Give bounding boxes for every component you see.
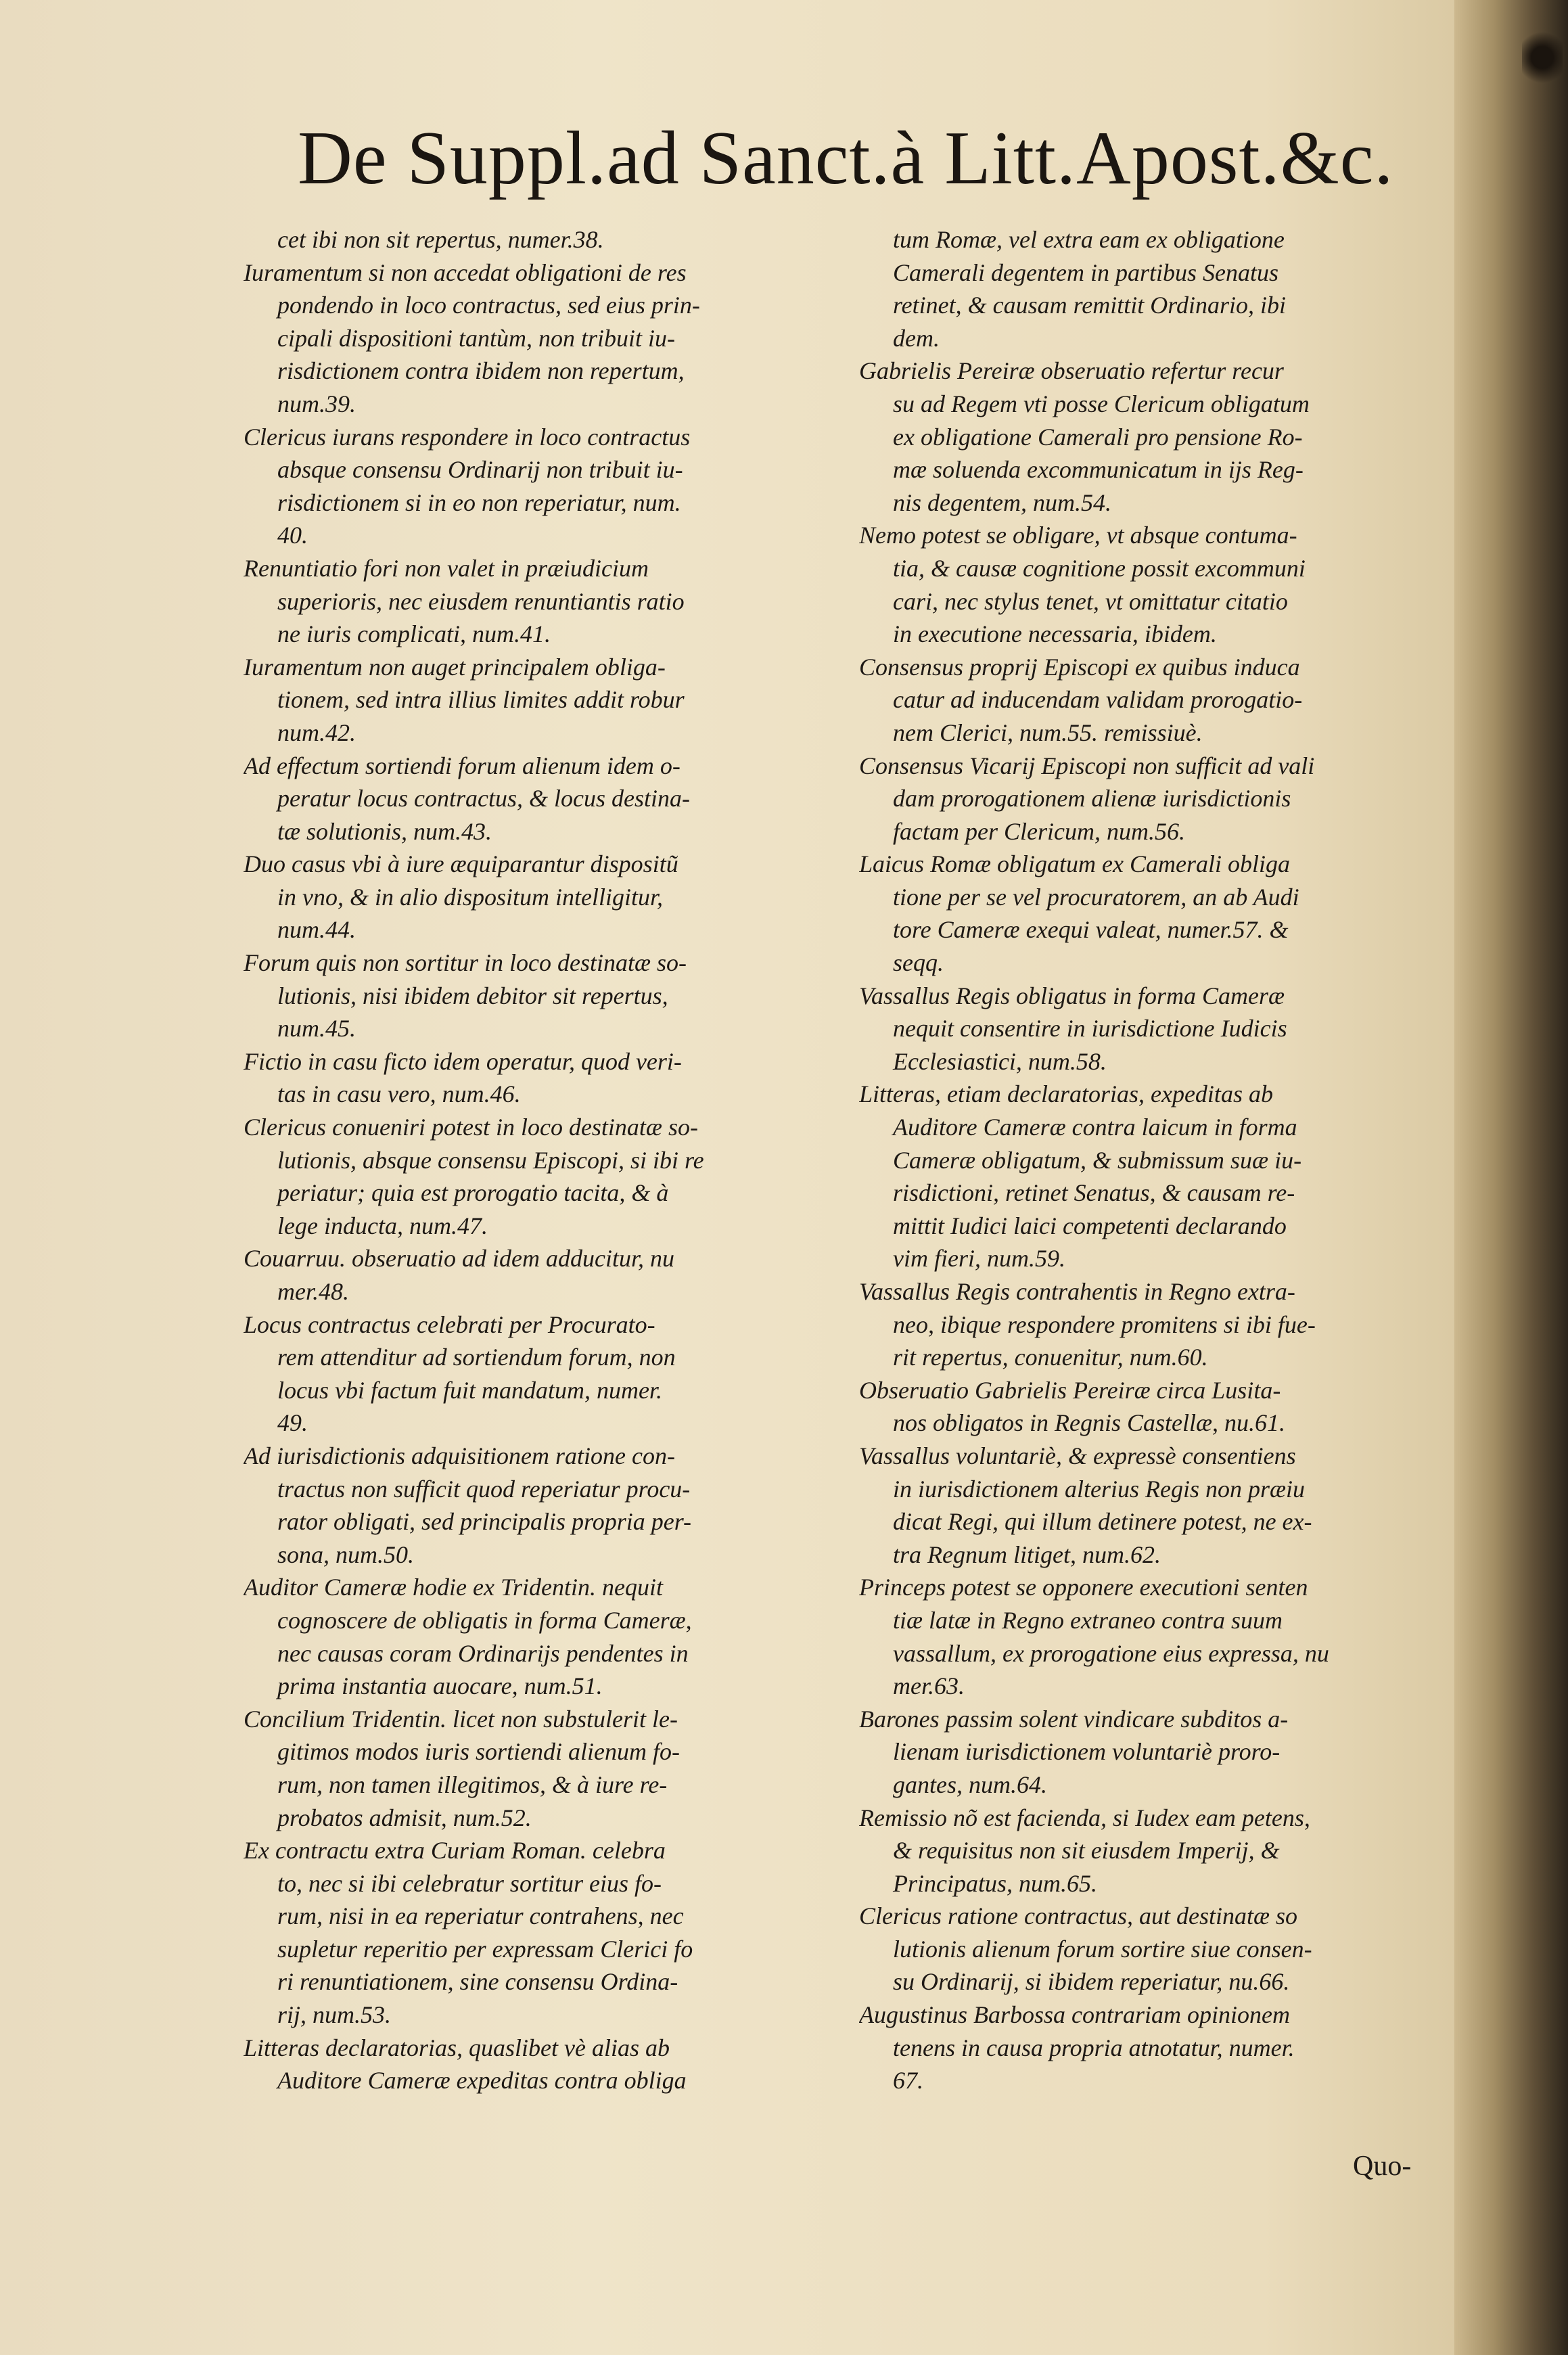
index-line: tione per se vel procuratorem, an ab Audi	[893, 883, 1299, 911]
index-line: Gabrielis Pereiræ obseruatio refertur recur	[859, 357, 1284, 385]
index-line: rij, num.53.	[277, 2001, 392, 2029]
index-line: nos obligatos in Regnis Castellæ, nu.61.	[893, 1409, 1286, 1437]
index-line: rator obligati, sed principalis propria per-	[277, 1508, 691, 1536]
index-line: Renuntiatio fori non valet in præiudicium	[244, 554, 649, 582]
index-line: Remissio nõ est facienda, si Iudex eam petens,	[859, 1804, 1310, 1831]
running-header: De Suppl.ad Sanct.à Litt.Apost.&c.	[298, 116, 1394, 200]
index-line: tæ solutionis, num.43.	[277, 817, 492, 845]
index-line: tra Regnum litiget, num.62.	[893, 1540, 1161, 1568]
index-line: vassallum, ex prorogatione eius expressa, nu	[893, 1639, 1329, 1667]
index-line: in iurisdictionem alterius Regis non præiu	[893, 1475, 1305, 1503]
index-line: tia, & causæ cognitione possit excommuni	[893, 554, 1306, 582]
index-line: lutionis, nisi ibidem debitor sit repertus,	[277, 982, 668, 1009]
index-line: in vno, & in alio dispositum intelligitur,	[277, 883, 664, 911]
index-line: 67.	[893, 2067, 923, 2095]
index-line: Iuramentum non auget principalem obliga-	[244, 653, 666, 681]
left-column	[244, 223, 852, 2097]
index-line: Vassallus Regis contrahentis in Regno extra-	[859, 1278, 1295, 1305]
index-line: Concilium Tridentin. licet non substulerit le-	[244, 1705, 678, 1733]
index-line: retinet, & causam remittit Ordinario, ibi	[893, 292, 1286, 319]
index-line: mer.48.	[277, 1278, 349, 1305]
index-line: rum, nisi in ea reperiatur contrahens, nec	[277, 1902, 684, 1930]
index-line: Auditor Cameræ hodie ex Tridentin. nequit	[244, 1574, 663, 1601]
index-line: 40.	[277, 522, 308, 549]
index-line: Couarruu. obseruatio ad idem adducitur, nu	[244, 1245, 675, 1273]
right-column	[859, 223, 1468, 2097]
index-line: Cameræ obligatum, & submissum suæ iu-	[893, 1146, 1302, 1174]
index-line: Consensus proprij Episcopi ex quibus induca	[859, 653, 1300, 681]
index-line: Iuramentum si non accedat obligationi de res	[244, 258, 687, 286]
index-line: catur ad inducendam validam prorogatio-	[893, 686, 1303, 714]
index-line: Vassallus Regis obligatus in forma Cameræ	[859, 982, 1285, 1009]
index-line: tas in casu vero, num.46.	[277, 1080, 521, 1108]
index-line: Laicus Romæ obligatum ex Camerali obliga	[859, 850, 1290, 878]
index-line: mittit Iudici laici competenti declarando	[893, 1212, 1287, 1239]
index-line: ri renuntiationem, sine consensu Ordina-	[277, 1968, 678, 1996]
index-line: Obseruatio Gabrielis Pereiræ circa Lusita-	[859, 1376, 1281, 1404]
index-line: Duo casus vbi à iure æquiparantur dispositũ	[244, 850, 678, 878]
index-line: lege inducta, num.47.	[277, 1212, 488, 1239]
index-line: lutionis, absque consensu Episcopi, si ibi re	[277, 1146, 704, 1174]
index-line: Barones passim solent vindicare subditos a-	[859, 1705, 1289, 1733]
index-line: sona, num.50.	[277, 1540, 415, 1568]
index-line: tractus non sufficit quod reperiatur procu-	[277, 1475, 691, 1503]
index-line: tum Romæ, vel extra eam ex obligatione	[893, 226, 1285, 253]
index-line: tionem, sed intra illius limites addit robur	[277, 686, 685, 714]
index-line: Principatus, num.65.	[893, 1869, 1097, 1897]
index-line: tore Cameræ exequi valeat, numer.57. &	[893, 916, 1289, 944]
index-line: su Ordinarij, si ibidem reperiatur, nu.66.	[893, 1968, 1290, 1996]
index-line: supletur reperitio per expressam Clerici fo	[277, 1935, 693, 1963]
index-line: cipali dispositioni tantùm, non tribuit iu-	[277, 324, 676, 352]
index-line: Ad effectum sortiendi forum alienum idem o-	[244, 752, 681, 779]
index-line: vim fieri, num.59.	[893, 1245, 1065, 1273]
index-line: nequit consentire in iurisdictione Iudicis	[893, 1015, 1287, 1043]
index-line: seqq.	[893, 949, 944, 977]
edge-stain	[1522, 27, 1563, 88]
index-line: Fictio in casu ficto idem operatur, quod veri-	[244, 1047, 682, 1075]
index-line: risdictionem si in eo non reperiatur, num.	[277, 488, 681, 516]
index-line: Locus contractus celebrati per Procurato-	[244, 1310, 655, 1338]
index-line: rem attenditur ad sortiendum forum, non	[277, 1344, 676, 1371]
index-line: cognoscere de obligatis in forma Cameræ,	[277, 1606, 692, 1634]
index-line: probatos admisit, num.52.	[277, 1804, 532, 1831]
index-line: 49.	[277, 1409, 308, 1437]
catchword: Quo-	[1353, 2151, 1412, 2182]
index-line: superioris, nec eiusdem renuntiantis ratio	[277, 587, 685, 615]
index-line: Clericus ratione contractus, aut destinatæ so	[859, 1902, 1297, 1930]
index-line: Forum quis non sortitur in loco destinatæ so-	[244, 949, 687, 977]
index-line: rit repertus, conuenitur, num.60.	[893, 1344, 1208, 1371]
index-line: Ad iurisdictionis adquisitionem ratione con-	[244, 1442, 675, 1469]
index-line: Vassallus voluntariè, & expressè consentiens	[859, 1442, 1296, 1469]
index-line: in executione necessaria, ibidem.	[893, 620, 1217, 648]
index-line: nis degentem, num.54.	[893, 488, 1111, 516]
index-line: Augustinus Barbossa contrariam opinionem	[859, 2001, 1291, 2029]
index-line: cet ibi non sit repertus, numer.38.	[277, 226, 604, 253]
index-line: to, nec si ibi celebratur sortitur eius fo-	[277, 1869, 662, 1897]
index-line: ex obligatione Camerali pro pensione Ro-	[893, 423, 1303, 451]
index-line: prima instantia auocare, num.51.	[277, 1672, 603, 1700]
index-line: dam prorogationem alienæ iurisdictionis	[893, 785, 1291, 813]
index-line: Camerali degentem in partibus Senatus	[893, 258, 1278, 286]
index-line: Clericus iurans respondere in loco contractus	[244, 423, 691, 451]
page-binding-edge	[1454, 0, 1568, 2355]
index-line: Clericus conueniri potest in loco destinatæ so-	[244, 1114, 698, 1141]
index-line: dicat Regi, qui illum detinere potest, ne ex-	[893, 1508, 1312, 1536]
index-line: dem.	[893, 324, 940, 352]
index-line: factam per Clericum, num.56.	[893, 817, 1185, 845]
index-line: gitimos modos iuris sortiendi alienum fo-	[277, 1738, 681, 1766]
index-line: nec causas coram Ordinarijs pendentes in	[277, 1639, 689, 1667]
index-line: mæ soluenda excommunicatum in ijs Reg-	[893, 456, 1304, 484]
index-line: lutionis alienum forum sortire siue consen-	[893, 1935, 1312, 1963]
index-line: risdictioni, retinet Senatus, & causam re-	[893, 1179, 1295, 1207]
index-line: mer.63.	[893, 1672, 965, 1700]
index-line: cari, nec stylus tenet, vt omittatur citatio	[893, 587, 1288, 615]
index-line: num.44.	[277, 916, 356, 944]
index-line: tiæ latæ in Regno extraneo contra suum	[893, 1606, 1283, 1634]
index-line: nem Clerici, num.55. remissiuè.	[893, 718, 1203, 746]
index-line: neo, ibique respondere promitens si ibi fue-	[893, 1310, 1316, 1338]
index-line: peratur locus contractus, & locus destina-	[277, 785, 690, 813]
index-line: risdictionem contra ibidem non repertum,	[277, 357, 685, 385]
index-line: Litteras declaratorias, quaslibet vè alias ab	[244, 2034, 670, 2061]
index-line: rum, non tamen illegitimos, & à iure re-	[277, 1770, 668, 1798]
index-line: Litteras, etiam declaratorias, expeditas ab	[859, 1080, 1273, 1108]
index-line: absque consensu Ordinarij non tribuit iu-	[277, 456, 683, 484]
index-line: ne iuris complicati, num.41.	[277, 620, 551, 648]
index-line: tenens in causa propria atnotatur, numer.	[893, 2034, 1295, 2061]
index-line: num.39.	[277, 390, 356, 417]
index-line: Nemo potest se obligare, vt absque contuma-	[859, 522, 1297, 549]
index-line: num.45.	[277, 1015, 356, 1043]
index-line: & requisitus non sit eiusdem Imperij, &	[893, 1837, 1280, 1865]
index-line: lienam iurisdictionem voluntariè proro-	[893, 1738, 1281, 1766]
index-line: gantes, num.64.	[893, 1770, 1047, 1798]
index-line: Ex contractu extra Curiam Roman. celebra	[244, 1837, 666, 1865]
index-line: su ad Regem vti posse Clericum obligatum	[893, 390, 1310, 417]
index-line: Princeps potest se opponere executioni senten	[859, 1574, 1308, 1601]
index-line: Ecclesiastici, num.58.	[893, 1047, 1107, 1075]
index-line: Auditore Cameræ expeditas contra obliga	[277, 2067, 687, 2095]
index-line: num.42.	[277, 718, 356, 746]
index-line: locus vbi factum fuit mandatum, numer.	[277, 1376, 662, 1404]
index-line: Consensus Vicarij Episcopi non sufficit ad vali	[859, 752, 1315, 779]
index-line: periatur; quia est prorogatio tacita, & à	[277, 1179, 669, 1207]
index-line: pondendo in loco contractus, sed eius prin-	[277, 292, 700, 319]
index-line: Auditore Cameræ contra laicum in forma	[893, 1114, 1297, 1141]
